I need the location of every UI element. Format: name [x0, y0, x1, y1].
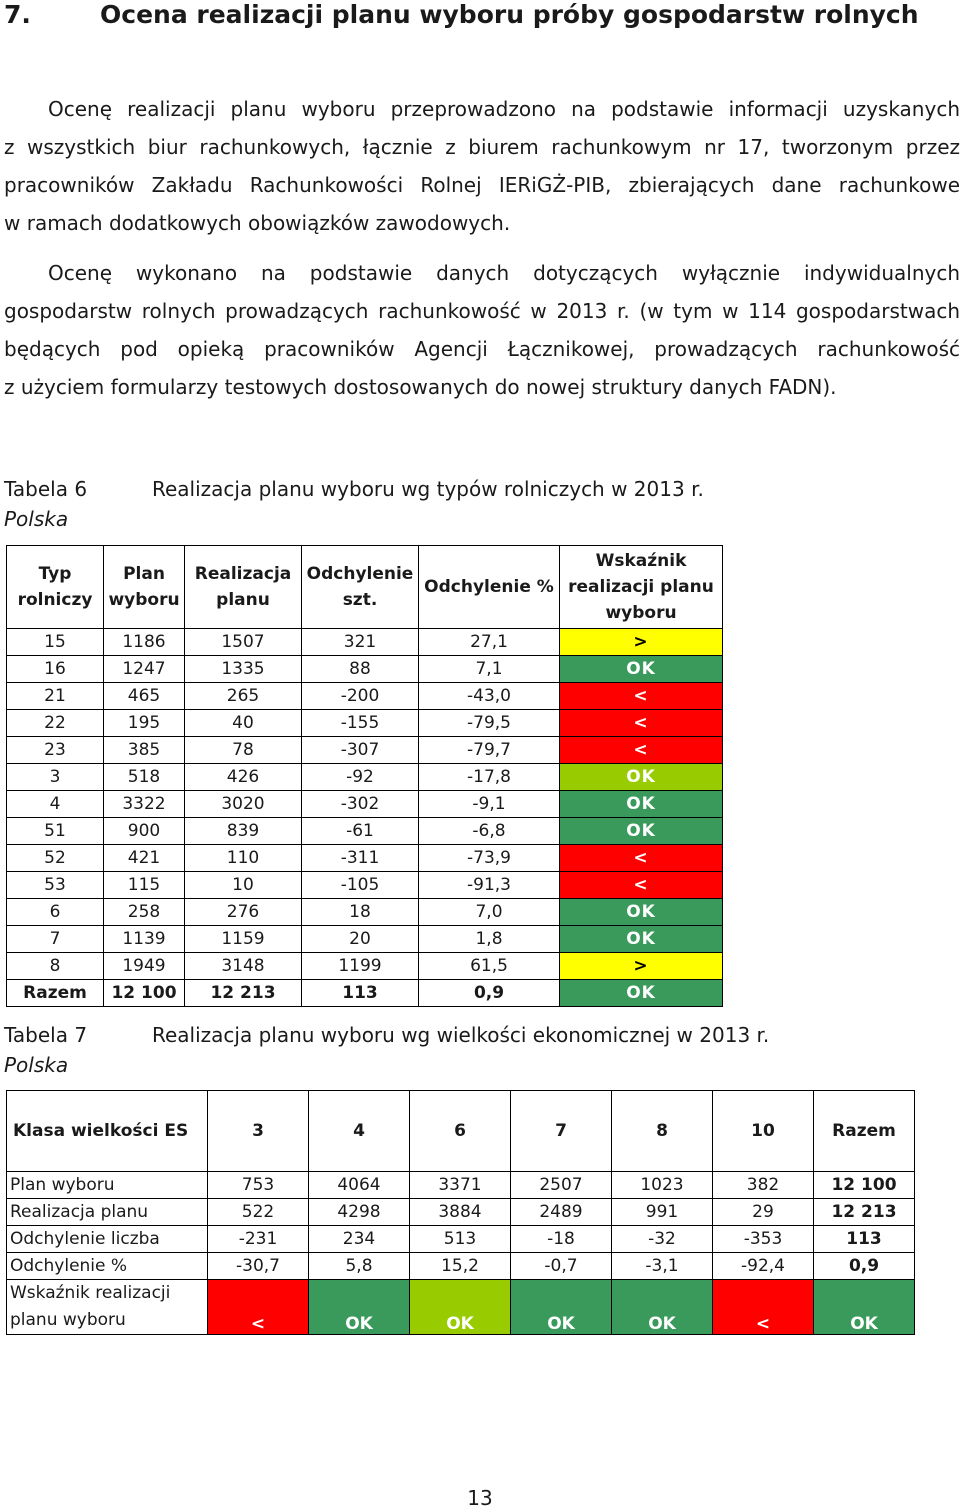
table-cell: 110: [185, 845, 302, 872]
table-cell: 753: [208, 1172, 309, 1199]
table-cell: 15,2: [410, 1253, 511, 1280]
table-cell: Razem: [7, 980, 104, 1007]
table-cell: 3020: [185, 791, 302, 818]
indicator-cell: OK: [560, 818, 723, 845]
indicator-cell: <: [560, 710, 723, 737]
table-cell: 991: [612, 1199, 713, 1226]
table-cell: 4064: [309, 1172, 410, 1199]
table-row: [7, 764, 723, 791]
table-cell: 3371: [410, 1172, 511, 1199]
table-cell: 0,9: [419, 980, 560, 1007]
indicator-cell: OK: [560, 980, 723, 1007]
indicator-cell: <: [560, 872, 723, 899]
table-cell: -200: [302, 683, 419, 710]
header-realizacja: Realizacja planu: [185, 546, 302, 629]
table-cell: 234: [309, 1226, 410, 1253]
table-cell: -155: [302, 710, 419, 737]
header-razem: Razem: [814, 1091, 915, 1172]
table-cell: 518: [104, 764, 185, 791]
table-cell: 12 100: [104, 980, 185, 1007]
table-cell: -17,8: [419, 764, 560, 791]
table-cell: 276: [185, 899, 302, 926]
paragraph-line: Ocenę realizacji planu wyboru przeprowadzono na podstawie informacji uzyskanych: [48, 97, 960, 121]
table-cell: 1139: [104, 926, 185, 953]
table-cell: 513: [410, 1226, 511, 1253]
table-cell: 2507: [511, 1172, 612, 1199]
table-cell: 15: [7, 629, 104, 656]
indicator-cell: <: [208, 1280, 309, 1335]
table-row: [7, 899, 723, 926]
table6-label: Tabela 6: [4, 477, 88, 501]
indicator-cell: OK: [511, 1280, 612, 1335]
table-cell: 1247: [104, 656, 185, 683]
table7: [6, 1090, 915, 1335]
table-cell: -302: [302, 791, 419, 818]
section-title: Ocena realizacji planu wyboru próby gospodarstw rolnych: [100, 0, 919, 29]
table-row: [7, 872, 723, 899]
table-cell: 382: [713, 1172, 814, 1199]
table-row: [7, 1253, 915, 1280]
paragraph-2: [4, 254, 960, 406]
table-row: [7, 683, 723, 710]
table-cell: 1159: [185, 926, 302, 953]
table-cell: -3,1: [612, 1253, 713, 1280]
table-cell: 1199: [302, 953, 419, 980]
table-cell: 1335: [185, 656, 302, 683]
table-cell: 3: [7, 764, 104, 791]
table7-subtitle: Polska: [4, 1053, 69, 1077]
table6-caption: [4, 474, 704, 534]
table-cell: 61,5: [419, 953, 560, 980]
table-cell: -307: [302, 737, 419, 764]
table-cell: -61: [302, 818, 419, 845]
table-cell: 3148: [185, 953, 302, 980]
table-cell: -311: [302, 845, 419, 872]
section-heading: [4, 0, 919, 29]
table-row: [7, 845, 723, 872]
table-cell: 900: [104, 818, 185, 845]
indicator-cell: OK: [560, 899, 723, 926]
table-cell: 22: [7, 710, 104, 737]
table-cell: 16: [7, 656, 104, 683]
table-cell: 5,8: [309, 1253, 410, 1280]
table-cell: 88: [302, 656, 419, 683]
header-odchylenie-szt: Odchylenie szt.: [302, 546, 419, 629]
header-klasa: Klasa wielkości ES: [7, 1091, 208, 1172]
indicator-cell: OK: [612, 1280, 713, 1335]
table-cell: 1023: [612, 1172, 713, 1199]
table-cell: 4: [7, 791, 104, 818]
table-cell: 1949: [104, 953, 185, 980]
paragraph-line: będących pod opieką pracowników Agencji Łącznikowej, prowadzących rachunkowość: [4, 337, 960, 361]
table-cell: 6: [7, 899, 104, 926]
table-row: [7, 629, 723, 656]
indicator-cell: OK: [309, 1280, 410, 1335]
row-label: Realizacja planu: [7, 1199, 208, 1226]
header-es-6: 6: [410, 1091, 511, 1172]
table-cell: 465: [104, 683, 185, 710]
indicator-cell: <: [713, 1280, 814, 1335]
table-cell: -0,7: [511, 1253, 612, 1280]
table7-header-row: [7, 1091, 915, 1172]
table-cell: 115: [104, 872, 185, 899]
table-cell: -6,8: [419, 818, 560, 845]
table-cell: 20: [302, 926, 419, 953]
table-cell: -79,5: [419, 710, 560, 737]
table-cell: -43,0: [419, 683, 560, 710]
header-odchylenie-pct: Odchylenie %: [419, 546, 560, 629]
paragraph-line: z wszystkich biur rachunkowych, łącznie z biurem rachunkowym nr 17, tworzonym przez: [4, 135, 960, 159]
table-cell: 1,8: [419, 926, 560, 953]
table-cell: 0,9: [814, 1253, 915, 1280]
header-es-8: 8: [612, 1091, 713, 1172]
header-es-7: 7: [511, 1091, 612, 1172]
table-cell: 1186: [104, 629, 185, 656]
table-cell: 265: [185, 683, 302, 710]
table-row: [7, 818, 723, 845]
table-cell: -30,7: [208, 1253, 309, 1280]
table-row: [7, 791, 723, 818]
table-cell: -9,1: [419, 791, 560, 818]
table-cell: -353: [713, 1226, 814, 1253]
table-cell: -18: [511, 1226, 612, 1253]
paragraph-1: [4, 90, 960, 242]
paragraph-line: z użyciem formularzy testowych dostosowanych do nowej struktury danych FADN).: [4, 375, 837, 399]
indicator-cell: OK: [560, 764, 723, 791]
table-cell: 258: [104, 899, 185, 926]
indicator-cell: <: [560, 737, 723, 764]
header-typ: Typ rolniczy: [7, 546, 104, 629]
table-cell: 4298: [309, 1199, 410, 1226]
table-cell: 40: [185, 710, 302, 737]
header-wskaznik: Wskaźnik realizacji planu wyboru: [560, 546, 723, 629]
table-cell: 23: [7, 737, 104, 764]
table7-label: Tabela 7: [4, 1023, 88, 1047]
table-cell: 113: [814, 1226, 915, 1253]
table-cell: 113: [302, 980, 419, 1007]
section-number: 7.: [4, 0, 31, 29]
table-cell: 51: [7, 818, 104, 845]
table-cell: 426: [185, 764, 302, 791]
paragraph-line: Ocenę wykonano na podstawie danych dotyczących wyłącznie indywidualnych: [48, 261, 960, 285]
row-label-line: Wskaźnik realizacji: [10, 1283, 171, 1303]
table-cell: 2489: [511, 1199, 612, 1226]
table-row: [7, 953, 723, 980]
table-cell: 3884: [410, 1199, 511, 1226]
table-cell: 195: [104, 710, 185, 737]
table-cell: 421: [104, 845, 185, 872]
table-cell: 8: [7, 953, 104, 980]
table-cell: 29: [713, 1199, 814, 1226]
table-cell: 7,1: [419, 656, 560, 683]
indicator-cell: <: [560, 683, 723, 710]
table-cell: 12 213: [814, 1199, 915, 1226]
table-cell: 52: [7, 845, 104, 872]
table-cell: -32: [612, 1226, 713, 1253]
table6-header-row: [7, 546, 723, 629]
table-cell: -73,9: [419, 845, 560, 872]
table-row: [7, 980, 723, 1007]
table-cell: -92,4: [713, 1253, 814, 1280]
table-cell: 27,1: [419, 629, 560, 656]
table-cell: 7: [7, 926, 104, 953]
table-row: [7, 737, 723, 764]
table-cell: 321: [302, 629, 419, 656]
table-cell: 53: [7, 872, 104, 899]
paragraph-line: pracowników Zakładu Rachunkowości Rolnej IERiGŻ-PIB, zbierających dane rachunkowe: [4, 173, 960, 197]
table-cell: -231: [208, 1226, 309, 1253]
table-row: [7, 1172, 915, 1199]
row-label-line: planu wyboru: [10, 1310, 126, 1330]
table7-title: Realizacja planu wyboru wg wielkości ekonomicznej w 2013 r.: [152, 1023, 770, 1047]
indicator-cell: OK: [410, 1280, 511, 1335]
indicator-cell: >: [560, 629, 723, 656]
row-label: [7, 1280, 208, 1335]
indicator-cell: OK: [560, 791, 723, 818]
table-cell: 21: [7, 683, 104, 710]
table-row: [7, 1226, 915, 1253]
indicator-cell: OK: [560, 926, 723, 953]
table-cell: -79,7: [419, 737, 560, 764]
indicator-cell: >: [560, 953, 723, 980]
table-cell: 3322: [104, 791, 185, 818]
row-label: Plan wyboru: [7, 1172, 208, 1199]
table-cell: 12 100: [814, 1172, 915, 1199]
header-plan: Plan wyboru: [104, 546, 185, 629]
table-cell: 10: [185, 872, 302, 899]
header-es-10: 10: [713, 1091, 814, 1172]
table-cell: -105: [302, 872, 419, 899]
indicator-row: [7, 1280, 915, 1335]
indicator-cell: OK: [814, 1280, 915, 1335]
table-cell: 7,0: [419, 899, 560, 926]
table-row: [7, 710, 723, 737]
paragraph-line: gospodarstw rolnych prowadzących rachunkowość w 2013 r. (w tym w 114 gospodarstwach: [4, 299, 960, 323]
table6-subtitle: Polska: [4, 507, 69, 531]
table6: [6, 545, 723, 1007]
indicator-cell: <: [560, 845, 723, 872]
table-cell: 385: [104, 737, 185, 764]
table-cell: 18: [302, 899, 419, 926]
row-label: Odchylenie %: [7, 1253, 208, 1280]
table-cell: -91,3: [419, 872, 560, 899]
header-es-3: 3: [208, 1091, 309, 1172]
row-label: Odchylenie liczba: [7, 1226, 208, 1253]
table-row: [7, 656, 723, 683]
table-row: [7, 1199, 915, 1226]
table-cell: 839: [185, 818, 302, 845]
table-cell: 522: [208, 1199, 309, 1226]
page-number: 13: [467, 1486, 493, 1510]
paragraph-line: w ramach dodatkowych obowiązków zawodowych.: [4, 211, 511, 235]
table6-title: Realizacja planu wyboru wg typów rolniczych w 2013 r.: [152, 477, 704, 501]
table-cell: 78: [185, 737, 302, 764]
table-row: [7, 926, 723, 953]
header-es-4: 4: [309, 1091, 410, 1172]
table-cell: -92: [302, 764, 419, 791]
table7-caption: [4, 1020, 769, 1080]
table-cell: 1507: [185, 629, 302, 656]
table-cell: 12 213: [185, 980, 302, 1007]
indicator-cell: OK: [560, 656, 723, 683]
